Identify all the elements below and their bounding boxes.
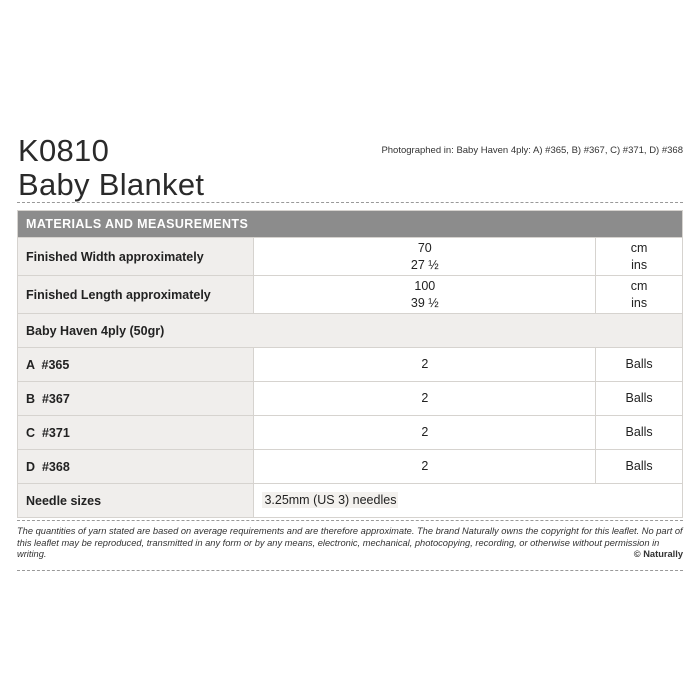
photographed-note: Photographed in: Baby Haven 4ply: A) #365, B) #367, C) #371, D) #368 [381, 145, 683, 156]
yarn-b-label: B #367 [18, 382, 254, 416]
yarn-a-unit: Balls [596, 348, 683, 382]
needle-value [254, 484, 683, 518]
yarn-a-label: A #365 [18, 348, 254, 382]
length-unit [596, 276, 683, 314]
pattern-title-block [18, 134, 204, 202]
width-value-cm: 70 [417, 240, 432, 255]
needle-row [18, 484, 683, 518]
table-row [18, 450, 683, 484]
copyright-disclaimer: The quantities of yarn stated are based on average requirements and are therefore approximate. The brand Naturally owns the copyright for this leaflet. No part of this leaflet may be reproduced, transmitted in any form or by any means, electronic, mechanical, photocopying, recording, or otherwise without permission in writing. [17, 526, 683, 559]
width-unit [596, 238, 683, 276]
yarn-b-qty: 2 [254, 382, 596, 416]
table-header: MATERIALS AND MEASUREMENTS [18, 211, 683, 238]
width-value [254, 238, 596, 276]
table-row [18, 416, 683, 450]
width-unit-cm: cm [630, 240, 648, 255]
length-unit-cm: cm [630, 278, 648, 293]
length-value-cm: 100 [414, 278, 436, 293]
table-header-row [18, 211, 683, 238]
length-label: Finished Length approximately [18, 276, 254, 314]
length-row [18, 276, 683, 314]
yarn-d-unit: Balls [596, 450, 683, 484]
yarn-heading-row [18, 314, 683, 348]
length-value [254, 276, 596, 314]
width-value-ins: 27 ½ [410, 257, 439, 272]
table-row [18, 382, 683, 416]
divider-bottom [17, 570, 683, 571]
yarn-c-label: C #371 [18, 416, 254, 450]
yarn-a-qty: 2 [254, 348, 596, 382]
needle-value-text: 3.25mm (US 3) needles [264, 493, 397, 507]
materials-table [17, 210, 683, 518]
yarn-c-qty: 2 [254, 416, 596, 450]
copyright-mark: © Naturally [633, 549, 683, 559]
width-label: Finished Width approximately [18, 238, 254, 276]
yarn-c-unit: Balls [596, 416, 683, 450]
yarn-d-label: D #368 [18, 450, 254, 484]
yarn-d-qty: 2 [254, 450, 596, 484]
length-unit-ins: ins [631, 295, 648, 310]
width-unit-ins: ins [631, 257, 648, 272]
width-row [18, 238, 683, 276]
table-row [18, 348, 683, 382]
divider-middle [17, 520, 683, 521]
yarn-heading: Baby Haven 4ply (50gr) [18, 314, 683, 348]
length-value-ins: 39 ½ [410, 295, 439, 310]
yarn-b-unit: Balls [596, 382, 683, 416]
divider-top [17, 202, 683, 203]
pattern-name: Baby Blanket [18, 167, 205, 202]
pattern-code: K0810 [18, 133, 110, 168]
needle-label: Needle sizes [18, 484, 254, 518]
